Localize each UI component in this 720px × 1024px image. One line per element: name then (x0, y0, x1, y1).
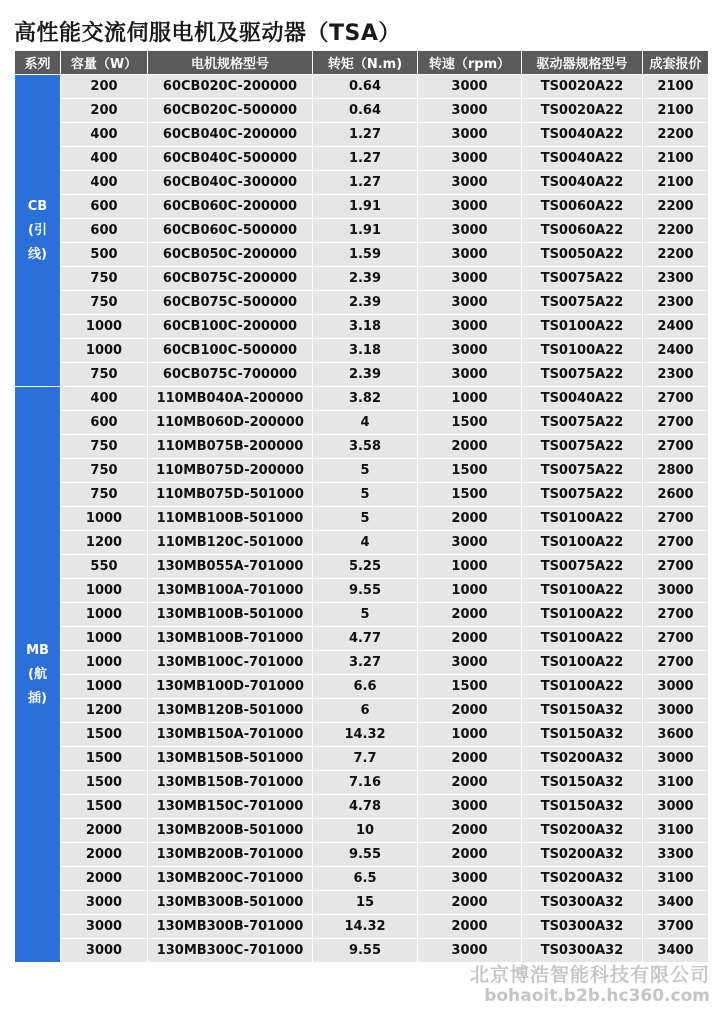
table-row (15, 147, 709, 171)
speed-cell: 2000 (418, 915, 522, 939)
torque-cell: 5 (313, 507, 418, 531)
capacity-cell: 1000 (61, 603, 148, 627)
price-cell: 3300 (643, 843, 709, 867)
price-cell: 2400 (643, 339, 709, 363)
speed-cell: 2000 (418, 435, 522, 459)
speed-cell: 2000 (418, 627, 522, 651)
speed-cell: 1500 (418, 483, 522, 507)
watermark-url: bohaoit.b2b.hc360.com (484, 986, 710, 1006)
price-cell: 3100 (643, 867, 709, 891)
driver-model-cell: TS0075A22 (522, 435, 643, 459)
motor-model-cell: 60CB040C-200000 (148, 123, 313, 147)
series-label-line: CB (27, 198, 48, 214)
table-row (15, 459, 709, 483)
capacity-cell: 500 (61, 243, 148, 267)
speed-cell: 1000 (418, 723, 522, 747)
motor-model-cell: 130MB200C-701000 (148, 867, 313, 891)
price-cell: 2200 (643, 195, 709, 219)
driver-model-cell: TS0050A22 (522, 243, 643, 267)
series-label-cell (15, 75, 61, 387)
motor-model-cell: 110MB040A-200000 (148, 387, 313, 411)
motor-model-cell: 60CB050C-200000 (148, 243, 313, 267)
price-cell: 2100 (643, 99, 709, 123)
driver-model-cell: TS0150A32 (522, 795, 643, 819)
table-row (15, 387, 709, 411)
motor-model-cell: 110MB120C-501000 (148, 531, 313, 555)
torque-cell: 1.91 (313, 219, 418, 243)
driver-model-cell: TS0060A22 (522, 195, 643, 219)
driver-model-cell: TS0075A22 (522, 411, 643, 435)
table-row (15, 171, 709, 195)
header-driver-model: 驱动器规格型号 (522, 51, 643, 75)
speed-cell: 3000 (418, 267, 522, 291)
price-cell: 2100 (643, 171, 709, 195)
driver-model-cell: TS0150A32 (522, 723, 643, 747)
servo-spec-table (14, 50, 709, 963)
torque-cell: 1.59 (313, 243, 418, 267)
series-label-cell (15, 387, 61, 963)
motor-model-cell: 130MB100A-701000 (148, 579, 313, 603)
price-cell: 2700 (643, 651, 709, 675)
motor-model-cell: 60CB020C-500000 (148, 99, 313, 123)
header-series: 系列 (15, 51, 61, 75)
header-price: 成套报价 (643, 51, 709, 75)
driver-model-cell: TS0200A32 (522, 747, 643, 771)
speed-cell: 1000 (418, 579, 522, 603)
speed-cell: 3000 (418, 363, 522, 387)
torque-cell: 0.64 (313, 99, 418, 123)
capacity-cell: 1000 (61, 651, 148, 675)
price-cell: 2700 (643, 411, 709, 435)
price-cell: 3000 (643, 579, 709, 603)
motor-model-cell: 130MB150B-701000 (148, 771, 313, 795)
torque-cell: 7.7 (313, 747, 418, 771)
motor-model-cell: 60CB075C-700000 (148, 363, 313, 387)
driver-model-cell: TS0100A22 (522, 531, 643, 555)
capacity-cell: 750 (61, 267, 148, 291)
table-row (15, 771, 709, 795)
table-header-row (15, 51, 709, 75)
driver-model-cell: TS0100A22 (522, 579, 643, 603)
motor-model-cell: 130MB300B-701000 (148, 915, 313, 939)
price-cell: 2300 (643, 291, 709, 315)
capacity-cell: 750 (61, 291, 148, 315)
table-row (15, 315, 709, 339)
torque-cell: 9.55 (313, 843, 418, 867)
driver-model-cell: TS0100A22 (522, 675, 643, 699)
torque-cell: 4 (313, 531, 418, 555)
price-cell: 3100 (643, 771, 709, 795)
capacity-cell: 400 (61, 147, 148, 171)
speed-cell: 3000 (418, 171, 522, 195)
driver-model-cell: TS0075A22 (522, 483, 643, 507)
motor-model-cell: 60CB100C-500000 (148, 339, 313, 363)
capacity-cell: 1500 (61, 747, 148, 771)
capacity-cell: 1500 (61, 795, 148, 819)
driver-model-cell: TS0100A22 (522, 315, 643, 339)
table-row (15, 699, 709, 723)
capacity-cell: 1000 (61, 507, 148, 531)
motor-model-cell: 60CB040C-500000 (148, 147, 313, 171)
driver-model-cell: TS0100A22 (522, 507, 643, 531)
torque-cell: 3.18 (313, 315, 418, 339)
price-cell: 3000 (643, 699, 709, 723)
capacity-cell: 1000 (61, 675, 148, 699)
torque-cell: 14.32 (313, 915, 418, 939)
speed-cell: 3000 (418, 99, 522, 123)
speed-cell: 1000 (418, 555, 522, 579)
driver-model-cell: TS0300A32 (522, 939, 643, 963)
speed-cell: 2000 (418, 507, 522, 531)
speed-cell: 3000 (418, 195, 522, 219)
motor-model-cell: 110MB100B-501000 (148, 507, 313, 531)
torque-cell: 5.25 (313, 555, 418, 579)
page-title: 高性能交流伺服电机及驱动器（TSA） (14, 21, 401, 46)
speed-cell: 3000 (418, 123, 522, 147)
driver-model-cell: TS0200A32 (522, 867, 643, 891)
driver-model-cell: TS0020A22 (522, 99, 643, 123)
speed-cell: 3000 (418, 219, 522, 243)
price-cell: 3000 (643, 747, 709, 771)
motor-model-cell: 60CB100C-200000 (148, 315, 313, 339)
speed-cell: 3000 (418, 867, 522, 891)
torque-cell: 5 (313, 483, 418, 507)
table-row (15, 123, 709, 147)
torque-cell: 14.32 (313, 723, 418, 747)
price-cell: 2700 (643, 435, 709, 459)
speed-cell: 3000 (418, 315, 522, 339)
speed-cell: 1500 (418, 411, 522, 435)
header-motor-model: 电机规格型号 (148, 51, 313, 75)
motor-model-cell: 60CB075C-500000 (148, 291, 313, 315)
capacity-cell: 400 (61, 171, 148, 195)
speed-cell: 3000 (418, 339, 522, 363)
table-row (15, 915, 709, 939)
driver-model-cell: TS0040A22 (522, 387, 643, 411)
capacity-cell: 1500 (61, 771, 148, 795)
watermark-company: 北京博浩智能科技有限公司 (469, 964, 710, 986)
capacity-cell: 3000 (61, 939, 148, 963)
table-row (15, 675, 709, 699)
driver-model-cell: TS0040A22 (522, 147, 643, 171)
capacity-cell: 400 (61, 387, 148, 411)
driver-model-cell: TS0040A22 (522, 123, 643, 147)
table-row (15, 651, 709, 675)
capacity-cell: 2000 (61, 843, 148, 867)
table-row (15, 75, 709, 99)
capacity-cell: 750 (61, 435, 148, 459)
torque-cell: 6.6 (313, 675, 418, 699)
price-cell: 2300 (643, 363, 709, 387)
speed-cell: 2000 (418, 891, 522, 915)
table-row (15, 747, 709, 771)
capacity-cell: 2000 (61, 867, 148, 891)
speed-cell: 3000 (418, 531, 522, 555)
price-cell: 2100 (643, 75, 709, 99)
driver-model-cell: TS0040A22 (522, 171, 643, 195)
capacity-cell: 1000 (61, 627, 148, 651)
driver-model-cell: TS0150A32 (522, 771, 643, 795)
table-row (15, 411, 709, 435)
speed-cell: 1500 (418, 459, 522, 483)
table-row (15, 843, 709, 867)
capacity-cell: 400 (61, 123, 148, 147)
speed-cell: 2000 (418, 771, 522, 795)
capacity-cell: 600 (61, 195, 148, 219)
price-cell: 3100 (643, 819, 709, 843)
motor-model-cell: 130MB300B-501000 (148, 891, 313, 915)
table-row (15, 243, 709, 267)
torque-cell: 2.39 (313, 291, 418, 315)
speed-cell: 2000 (418, 747, 522, 771)
price-cell: 2300 (643, 267, 709, 291)
table-row (15, 891, 709, 915)
torque-cell: 10 (313, 819, 418, 843)
driver-model-cell: TS0150A32 (522, 699, 643, 723)
speed-cell: 3000 (418, 651, 522, 675)
header-torque: 转矩（N.m) (313, 51, 418, 75)
series-label-line: (引 (28, 222, 47, 238)
torque-cell: 9.55 (313, 939, 418, 963)
torque-cell: 1.91 (313, 195, 418, 219)
speed-cell: 2000 (418, 699, 522, 723)
capacity-cell: 750 (61, 363, 148, 387)
motor-model-cell: 110MB075D-200000 (148, 459, 313, 483)
capacity-cell: 3000 (61, 891, 148, 915)
motor-model-cell: 60CB020C-200000 (148, 75, 313, 99)
table-row (15, 99, 709, 123)
motor-model-cell: 60CB075C-200000 (148, 267, 313, 291)
series-label-line: (航 (28, 666, 47, 682)
motor-model-cell: 130MB150C-701000 (148, 795, 313, 819)
table-row (15, 507, 709, 531)
speed-cell: 1500 (418, 675, 522, 699)
motor-model-cell: 60CB060C-200000 (148, 195, 313, 219)
motor-model-cell: 60CB040C-300000 (148, 171, 313, 195)
motor-model-cell: 110MB060D-200000 (148, 411, 313, 435)
torque-cell: 2.39 (313, 267, 418, 291)
capacity-cell: 750 (61, 459, 148, 483)
driver-model-cell: TS0100A22 (522, 603, 643, 627)
capacity-cell: 1000 (61, 339, 148, 363)
table-row (15, 795, 709, 819)
driver-model-cell: TS0100A22 (522, 339, 643, 363)
table-row (15, 555, 709, 579)
speed-cell: 3000 (418, 795, 522, 819)
capacity-cell: 2000 (61, 819, 148, 843)
price-cell: 2700 (643, 531, 709, 555)
table-row (15, 531, 709, 555)
table-row (15, 267, 709, 291)
capacity-cell: 600 (61, 219, 148, 243)
capacity-cell: 1200 (61, 531, 148, 555)
driver-model-cell: TS0200A32 (522, 819, 643, 843)
header-capacity: 容量（W） (61, 51, 148, 75)
price-cell: 3000 (643, 675, 709, 699)
torque-cell: 6.5 (313, 867, 418, 891)
torque-cell: 1.27 (313, 147, 418, 171)
torque-cell: 3.58 (313, 435, 418, 459)
torque-cell: 15 (313, 891, 418, 915)
motor-model-cell: 130MB200B-501000 (148, 819, 313, 843)
price-cell: 2200 (643, 219, 709, 243)
driver-model-cell: TS0075A22 (522, 291, 643, 315)
torque-cell: 9.55 (313, 579, 418, 603)
table-row (15, 483, 709, 507)
watermark (470, 964, 710, 1006)
price-cell: 2400 (643, 315, 709, 339)
speed-cell: 3000 (418, 147, 522, 171)
price-cell: 2100 (643, 147, 709, 171)
capacity-cell: 1000 (61, 579, 148, 603)
price-cell: 2200 (643, 243, 709, 267)
capacity-cell: 3000 (61, 915, 148, 939)
price-cell: 2700 (643, 627, 709, 651)
torque-cell: 3.18 (313, 339, 418, 363)
speed-cell: 3000 (418, 243, 522, 267)
motor-model-cell: 130MB100D-701000 (148, 675, 313, 699)
table-row (15, 291, 709, 315)
table-row (15, 363, 709, 387)
driver-model-cell: TS0075A22 (522, 363, 643, 387)
speed-cell: 3000 (418, 75, 522, 99)
price-cell: 2800 (643, 459, 709, 483)
table-row (15, 819, 709, 843)
driver-model-cell: TS0300A32 (522, 915, 643, 939)
driver-model-cell: TS0075A22 (522, 555, 643, 579)
motor-model-cell: 110MB075B-200000 (148, 435, 313, 459)
price-cell: 2700 (643, 507, 709, 531)
torque-cell: 1.27 (313, 123, 418, 147)
speed-cell: 2000 (418, 603, 522, 627)
motor-model-cell: 130MB150B-501000 (148, 747, 313, 771)
driver-model-cell: TS0300A32 (522, 891, 643, 915)
price-cell: 2700 (643, 555, 709, 579)
torque-cell: 5 (313, 603, 418, 627)
table-row (15, 627, 709, 651)
speed-cell: 3000 (418, 939, 522, 963)
motor-model-cell: 130MB100C-701000 (148, 651, 313, 675)
price-cell: 3400 (643, 939, 709, 963)
capacity-cell: 1000 (61, 315, 148, 339)
capacity-cell: 1200 (61, 699, 148, 723)
motor-model-cell: 130MB100B-701000 (148, 627, 313, 651)
speed-cell: 2000 (418, 843, 522, 867)
driver-model-cell: TS0100A22 (522, 627, 643, 651)
price-cell: 2700 (643, 387, 709, 411)
speed-cell: 1000 (418, 387, 522, 411)
table-body (15, 75, 709, 963)
header-speed: 转速（rpm） (418, 51, 522, 75)
motor-model-cell: 130MB300C-701000 (148, 939, 313, 963)
price-cell: 2700 (643, 603, 709, 627)
driver-model-cell: TS0020A22 (522, 75, 643, 99)
table-row (15, 939, 709, 963)
torque-cell: 3.27 (313, 651, 418, 675)
speed-cell: 2000 (418, 819, 522, 843)
table-row (15, 195, 709, 219)
torque-cell: 7.16 (313, 771, 418, 795)
price-cell: 2600 (643, 483, 709, 507)
torque-cell: 4.78 (313, 795, 418, 819)
motor-model-cell: 130MB055A-701000 (148, 555, 313, 579)
price-cell: 3700 (643, 915, 709, 939)
torque-cell: 3.82 (313, 387, 418, 411)
driver-model-cell: TS0100A22 (522, 651, 643, 675)
torque-cell: 1.27 (313, 171, 418, 195)
table-row (15, 579, 709, 603)
table-row (15, 435, 709, 459)
price-cell: 3400 (643, 891, 709, 915)
series-label-line: 插) (28, 690, 47, 706)
motor-model-cell: 130MB100B-501000 (148, 603, 313, 627)
motor-model-cell: 130MB200B-701000 (148, 843, 313, 867)
price-cell: 3000 (643, 795, 709, 819)
table-row (15, 867, 709, 891)
torque-cell: 4.77 (313, 627, 418, 651)
motor-model-cell: 130MB120B-501000 (148, 699, 313, 723)
motor-model-cell: 130MB150A-701000 (148, 723, 313, 747)
series-label-line: MB (26, 642, 49, 658)
table-row (15, 723, 709, 747)
capacity-cell: 1500 (61, 723, 148, 747)
torque-cell: 2.39 (313, 363, 418, 387)
driver-model-cell: TS0200A32 (522, 843, 643, 867)
speed-cell: 3000 (418, 291, 522, 315)
driver-model-cell: TS0075A22 (522, 267, 643, 291)
capacity-cell: 600 (61, 411, 148, 435)
price-cell: 2200 (643, 123, 709, 147)
capacity-cell: 200 (61, 75, 148, 99)
table-row (15, 219, 709, 243)
torque-cell: 0.64 (313, 75, 418, 99)
table-row (15, 339, 709, 363)
capacity-cell: 200 (61, 99, 148, 123)
driver-model-cell: TS0075A22 (522, 459, 643, 483)
torque-cell: 6 (313, 699, 418, 723)
series-label-line: 线) (28, 246, 47, 262)
capacity-cell: 750 (61, 483, 148, 507)
table-row (15, 603, 709, 627)
torque-cell: 4 (313, 411, 418, 435)
price-cell: 3600 (643, 723, 709, 747)
motor-model-cell: 60CB060C-500000 (148, 219, 313, 243)
driver-model-cell: TS0060A22 (522, 219, 643, 243)
capacity-cell: 550 (61, 555, 148, 579)
motor-model-cell: 110MB075D-501000 (148, 483, 313, 507)
torque-cell: 5 (313, 459, 418, 483)
